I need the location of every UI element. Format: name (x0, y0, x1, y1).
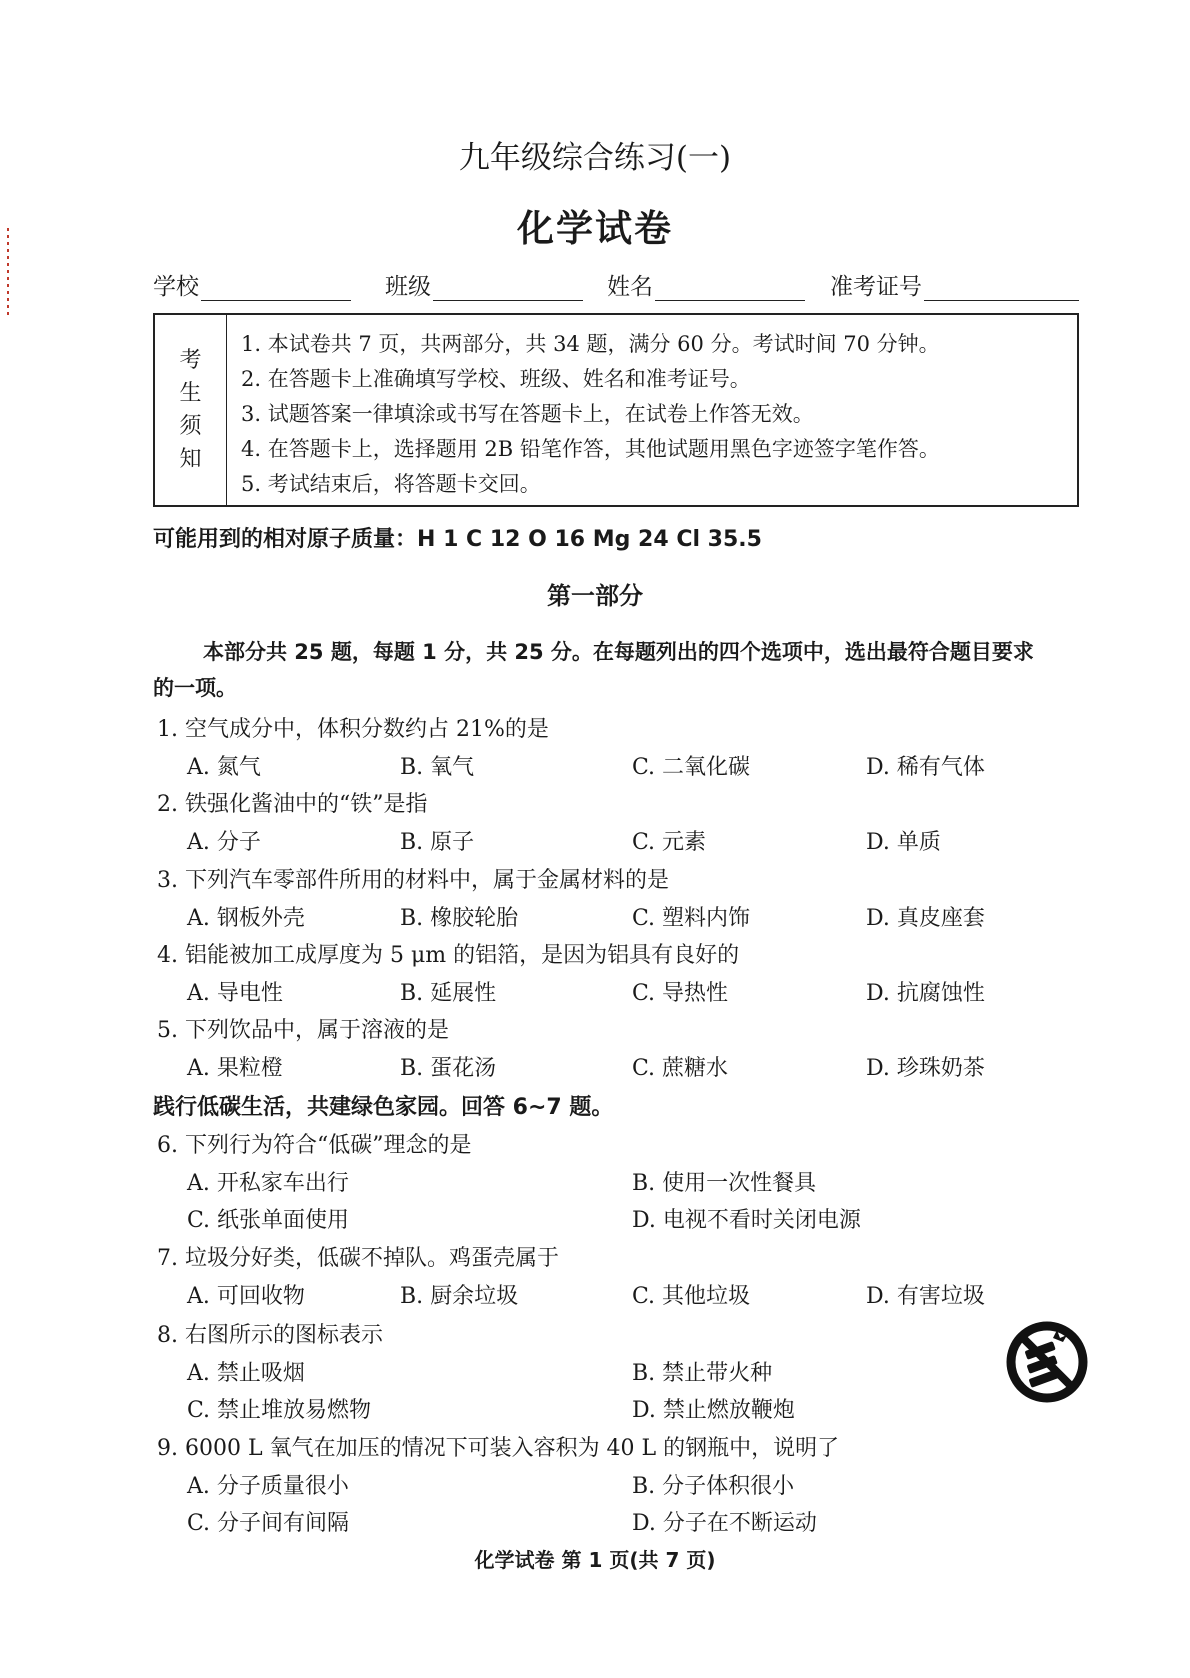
question-6-stem: 6. 下列行为符合“低碳”理念的是 (157, 1133, 472, 1158)
notice-side-char: 须 (179, 414, 202, 439)
atomic-masses: 可能用到的相对原子质量：H 1 C 12 O 16 Mg 24 Cl 35.5 (153, 527, 762, 552)
notice-items (241, 327, 940, 502)
question-2-option-d: D. 单质 (866, 830, 941, 855)
question-8-option-b: B. 禁止带火种 (632, 1361, 773, 1386)
question-5-option-a: A. 果粒橙 (187, 1056, 283, 1081)
question-7-option-a: A. 可回收物 (187, 1284, 305, 1309)
question-5-stem: 5. 下列饮品中，属于溶液的是 (157, 1018, 449, 1043)
question-9-option-d: D. 分子在不断运动 (632, 1511, 817, 1536)
school-blank (201, 276, 351, 301)
school-field (153, 268, 351, 301)
question-5-option-d: D. 珍珠奶茶 (866, 1056, 985, 1081)
question-8-option-a: A. 禁止吸烟 (187, 1361, 305, 1386)
question-1-option-a: A. 氮气 (187, 755, 261, 780)
question-9-option-a: A. 分子质量很小 (187, 1474, 349, 1499)
context-6-7: 践行低碳生活，共建绿色家园。回答 6~7 题。 (153, 1095, 614, 1120)
exam-id-field (830, 268, 1079, 301)
exam-subtitle: 九年级综合练习(一) (458, 140, 732, 176)
notice-item: 1. 本试卷共 7 页，共两部分，共 34 题，满分 60 分。考试时间 70 分钟。 (241, 332, 940, 356)
question-7-option-d: D. 有害垃圾 (866, 1284, 985, 1309)
question-6-option-c: C. 纸张单面使用 (187, 1208, 350, 1233)
question-1-option-b: B. 氧气 (400, 755, 475, 780)
name-blank (655, 276, 805, 301)
question-7-stem: 7. 垃圾分好类，低碳不掉队。鸡蛋壳属于 (157, 1246, 559, 1271)
question-8-option-d: D. 禁止燃放鞭炮 (632, 1398, 795, 1423)
question-2-option-b: B. 原子 (400, 830, 475, 855)
question-9-stem: 9. 6000 L 氧气在加压的情况下可装入容积为 40 L 的钢瓶中，说明了 (157, 1436, 840, 1461)
question-3-option-c: C. 塑料内饰 (632, 906, 751, 931)
question-2-stem: 2. 铁强化酱油中的“铁”是指 (157, 792, 428, 817)
exam-id-label: 准考证号 (830, 274, 922, 300)
class-label: 班级 (385, 274, 431, 300)
name-label: 姓名 (607, 274, 653, 300)
name-field (607, 268, 805, 301)
question-5-option-c: C. 蔗糖水 (632, 1056, 729, 1081)
question-4-option-a: A. 导电性 (187, 981, 283, 1006)
notice-side-char: 知 (179, 447, 202, 472)
question-3-stem: 3. 下列汽车零部件所用的材料中，属于金属材料的是 (157, 868, 669, 893)
question-1-stem: 1. 空气成分中，体积分数约占 21%的是 (157, 717, 549, 742)
question-9-option-b: B. 分子体积很小 (632, 1474, 795, 1499)
page-footer: 化学试卷 第 1 页(共 7 页) (474, 1548, 716, 1572)
question-1-option-d: D. 稀有气体 (866, 755, 985, 780)
question-2-option-c: C. 元素 (632, 830, 707, 855)
class-field (385, 268, 583, 301)
exam-id-blank (924, 276, 1079, 301)
question-3-option-b: B. 橡胶轮胎 (400, 906, 519, 931)
notice-item: 2. 在答题卡上准确填写学校、班级、姓名和准考证号。 (241, 367, 751, 391)
question-4-stem: 4. 铝能被加工成厚度为 5 μm 的铝箔，是因为铝具有良好的 (157, 943, 740, 968)
question-7-option-c: C. 其他垃圾 (632, 1284, 751, 1309)
question-3-option-d: D. 真皮座套 (866, 906, 985, 931)
candidate-notice-box (153, 313, 1079, 507)
question-8-stem: 8. 右图所示的图标表示 (157, 1323, 383, 1348)
class-blank (433, 276, 583, 301)
no-firecrackers-sign-icon (1005, 1316, 1089, 1408)
question-4-option-b: B. 延展性 (400, 981, 497, 1006)
question-6-option-a: A. 开私家车出行 (187, 1171, 349, 1196)
notice-side-label (155, 315, 227, 505)
question-7-option-b: B. 厨余垃圾 (400, 1284, 519, 1309)
question-4-option-c: C. 导热性 (632, 981, 729, 1006)
question-9-option-c: C. 分子间有间隔 (187, 1511, 350, 1536)
question-1-option-c: C. 二氧化碳 (632, 755, 751, 780)
school-label: 学校 (153, 274, 199, 300)
question-6-option-d: D. 电视不看时关闭电源 (632, 1208, 861, 1233)
question-4-option-d: D. 抗腐蚀性 (866, 981, 985, 1006)
question-6-option-b: B. 使用一次性餐具 (632, 1171, 817, 1196)
part-title: 第一部分 (547, 582, 643, 610)
question-3-option-a: A. 钢板外壳 (187, 906, 305, 931)
question-5-option-b: B. 蛋花汤 (400, 1056, 497, 1081)
question-8-option-c: C. 禁止堆放易燃物 (187, 1398, 372, 1423)
notice-item: 4. 在答题卡上，选择题用 2B 铅笔作答，其他试题用黑色字迹签字笔作答。 (241, 437, 940, 461)
notice-side-char: 考 (179, 348, 202, 373)
notice-side-char: 生 (179, 381, 202, 406)
notice-item: 3. 试题答案一律填涂或书写在答题卡上，在试卷上作答无效。 (241, 402, 814, 426)
instructions-line-1: 本部分共 25 题，每题 1 分，共 25 分。在每题列出的四个选项中，选出最符合题目要求 (203, 640, 1034, 664)
notice-item: 5. 考试结束后，将答题卡交回。 (241, 472, 541, 496)
question-2-option-a: A. 分子 (187, 830, 261, 855)
instructions-line-2: 的一项。 (153, 676, 237, 700)
exam-title: 化学试卷 (517, 206, 673, 250)
